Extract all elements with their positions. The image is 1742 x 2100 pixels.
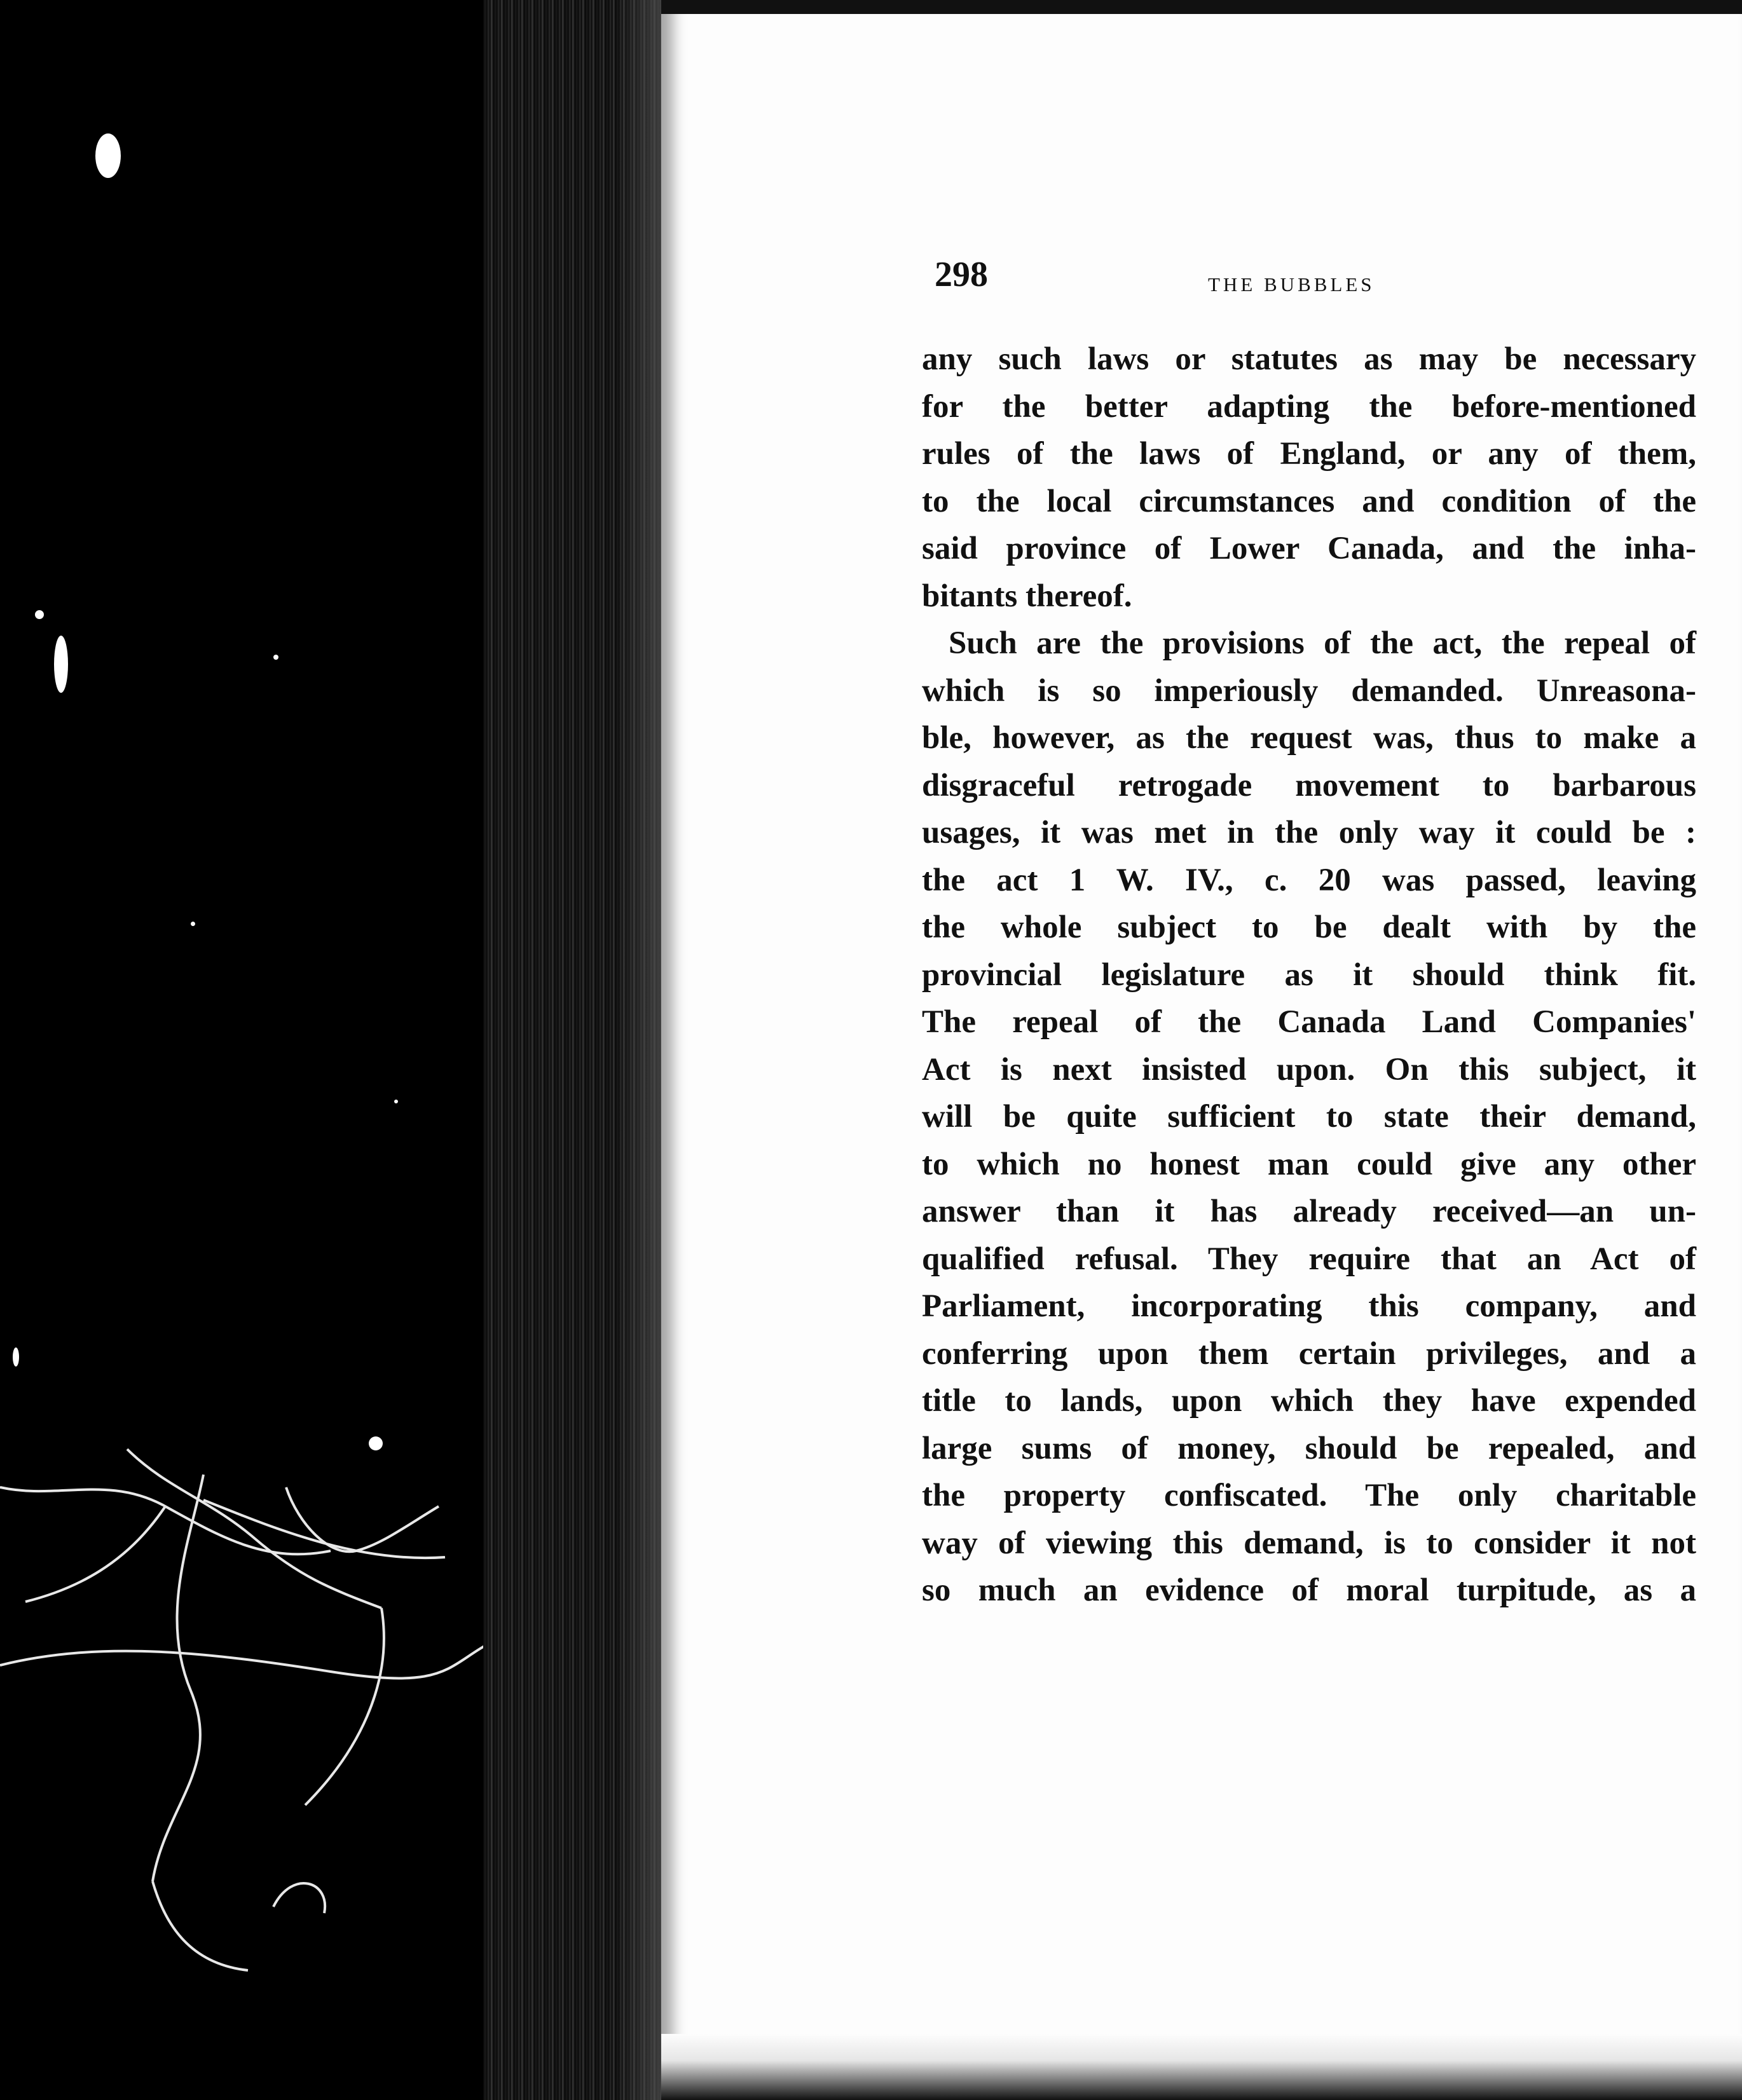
dust-speck [35, 610, 44, 619]
text-line: large sums of money, should be repealed, and [922, 1430, 1696, 1466]
text-line: so much an evidence of moral turpitude, as a [922, 1572, 1696, 1608]
text-line: rules of the laws of England, or any of them, [922, 436, 1696, 472]
text-line: will be quite sufficient to state their demand, [922, 1099, 1696, 1135]
text-line: The repeal of the Canada Land Companies' [922, 1004, 1696, 1040]
text-line: title to lands, upon which they have expended [922, 1383, 1696, 1419]
text-line: usages, it was met in the only way it could be : [922, 815, 1696, 850]
dust-speck [191, 922, 195, 926]
page-number: 298 [935, 255, 988, 294]
text-line: Act is next insisted upon. On this subject, it [922, 1051, 1696, 1088]
body-text [922, 336, 1696, 1614]
text-line: to the local circumstances and condition of the [922, 483, 1696, 519]
dust-speck [95, 133, 121, 178]
dust-speck [394, 1100, 398, 1103]
text-line: ble, however, as the request was, thus to make a [922, 720, 1696, 756]
text-line: any such laws or statutes as may be necessary [922, 341, 1696, 377]
text-line: to which no honest man could give any other [922, 1146, 1696, 1182]
text-line: way of viewing this demand, is to consider it not [922, 1525, 1696, 1561]
text-line: the act 1 W. IV., c. 20 was passed, leaving [922, 862, 1696, 898]
dust-speck [273, 655, 278, 660]
text-line: conferring upon them certain privileges, and a [922, 1335, 1696, 1372]
text-line: said province of Lower Canada, and the inha- [922, 531, 1696, 566]
paragraph-start-line: Such are the provisions of the act, the repeal of [949, 625, 1696, 661]
text-line: provincial legislature as it should think fit. [922, 957, 1696, 993]
page-edges-gutter [483, 0, 668, 2100]
lint-fibers [0, 1398, 509, 2034]
text-line: qualified refusal. They require that an Act of [922, 1241, 1696, 1277]
page-header [935, 254, 1723, 299]
running-head: THE BUBBLES [1208, 273, 1375, 296]
page-top-edge [661, 0, 1742, 14]
page-bottom-edge [661, 2034, 1742, 2100]
dust-speck [13, 1347, 19, 1367]
text-line: bitants thereof. [922, 578, 1132, 614]
text-line: for the better adapting the before-mentioned [922, 388, 1696, 425]
dust-speck [54, 636, 68, 693]
text-line: the property confiscated. The only charitable [922, 1478, 1696, 1513]
text-line: Parliament, incorporating this company, and [922, 1288, 1696, 1324]
text-line: answer than it has already received—an un- [922, 1194, 1696, 1229]
text-line: which is so imperiously demanded. Unreasona- [922, 672, 1696, 709]
text-line: the whole subject to be dealt with by the [922, 910, 1696, 945]
text-line: disgraceful retrogade movement to barbarous [922, 767, 1696, 803]
